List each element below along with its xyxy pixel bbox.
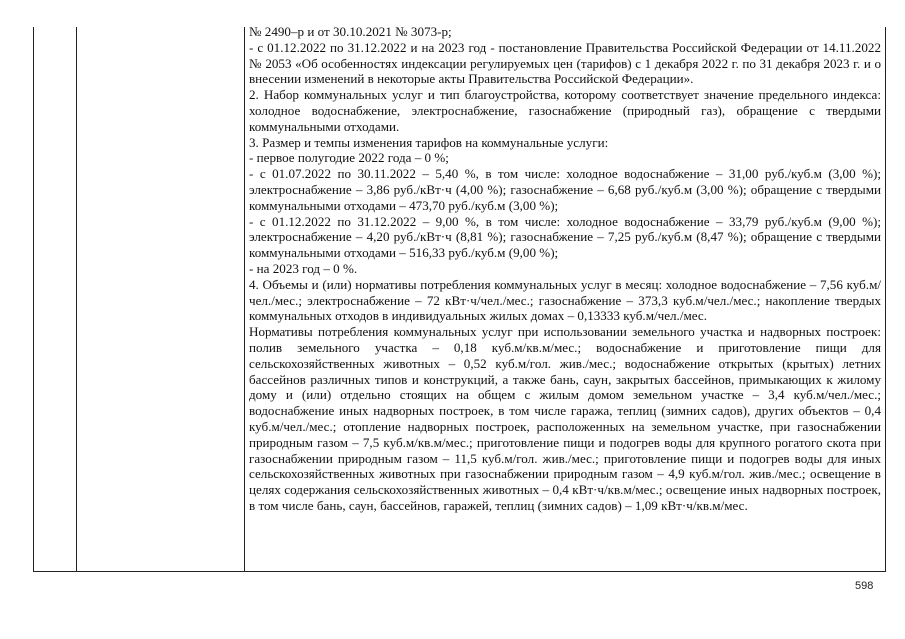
text-paragraph: - с 01.12.2022 по 31.12.2022 – 9,00 %, в том числе: холодное водоснабжение – 33,79 руб./куб.м (9,00 %); электроснабжение – 4,20 руб./кВт·ч (8,81 %); газоснабжение – 7,25 руб./куб.м (8,47 %); обращение с твердыми коммунальными отходами – 516,33 руб./куб.м (9,00 %);: [249, 213, 881, 261]
text-paragraph: - с 01.12.2022 по 31.12.2022 и на 2023 год - постановление Правительства Российской Федерации от 14.11.2022 № 2053 «Об особенностях индексации регулируемых цен (тарифов) с 1 декабря 2022 г. по 31 декабря 2023 г. и о внесении изменений в некоторые акты Правительства Российской Федерации».: [249, 39, 881, 87]
text-paragraph: 3. Размер и темпы изменения тарифов на коммунальные услуги:: [249, 134, 609, 150]
text-paragraph: - с 01.07.2022 по 30.11.2022 – 5,40 %, в том числе: холодное водоснабжение – 31,00 руб./куб.м (3,00 %); электроснабжение – 3,86 руб./кВт·ч (4,00 %); газоснабжение – 6,68 руб./куб.м (3,00 %); обращение с твердыми коммунальными отходами – 473,70 руб./куб.м (3,00 %);: [249, 166, 881, 213]
text-paragraph: 2. Набор коммунальных услуг и тип благоустройства, которому соответствует значение предельного индекса: холодное водоснабжение, электроснабжение, газоснабжение (природный газ), обращение с твердыми коммунальными отходами.: [249, 87, 881, 134]
text-paragraph: Нормативы потребления коммунальных услуг при использовании земельного участка и надворных построек: полив земельного участка – 0,18 куб.м/кв.м/мес.; водоснабжение и приготовление пищи для сельскохозяйственных животных – 0,52 куб.м/гол. жив./мес.; водоснабжение открытых (крытых) летних бассейнов различных типов и конструкций, а также бань, саун, закрытых бассейнов, примыкающих к жилому дому и (или) отдельно стоящих на общем с жилым домом земельном участке – 3,4 куб.м/чел./мес.; водоснабжение иных надворных построек, в том числе гаража, теплиц (зимних садов), других объектов – 0,4 куб.м/чел./мес.; отопление надворных построек, расположенных на земельном участке, при газоснабжении природным газом – 7,5 куб.м/кв.м/мес.; приготовление пищи и подогрев воды для крупного рогатого скота при газоснабжении природным газом – 11,5 куб.м/гол. жив./мес.; приготовление пищи и подогрев воды для иных сельскохозяйственных животных при газоснабжении природным газом – 4,9 куб.м/гол. жив./мес.; освещение в целях содержания сельскохозяйственных животных – 0,4 кВт·ч/кв.м/мес.; освещение иных надворных построек, в том числе бань, саун, бассейнов, гаражей, теплиц (зимних садов) – 1,09 кВт·ч/кв.м/мес.: [249, 324, 881, 513]
text-paragraph: № 2490–р и от 30.10.2021 № 3073-р;: [249, 24, 452, 39]
text-paragraph: 4. Объемы и (или) нормативы потребления коммунальных услуг в месяц: холодное водоснабжение – 7,56 куб.м/чел./мес.; электроснабжение – 72 кВт·ч/чел./мес.; газоснабжение – 373,3 куб.м/чел./мес.; накопление твердых коммунальных отходов в индивидуальных жилых домах – 0,13333 куб.м/чел./мес.: [249, 276, 881, 324]
table-cell-content: [249, 24, 881, 514]
table-column-divider-2: [244, 27, 245, 571]
text-paragraph: - первое полугодие 2022 года – 0 %;: [249, 150, 449, 166]
text-paragraph: - на 2023 год – 0 %.: [249, 260, 358, 276]
table-column-divider-1: [76, 27, 77, 571]
document-table: [33, 24, 886, 572]
page-number: 598: [855, 580, 874, 592]
